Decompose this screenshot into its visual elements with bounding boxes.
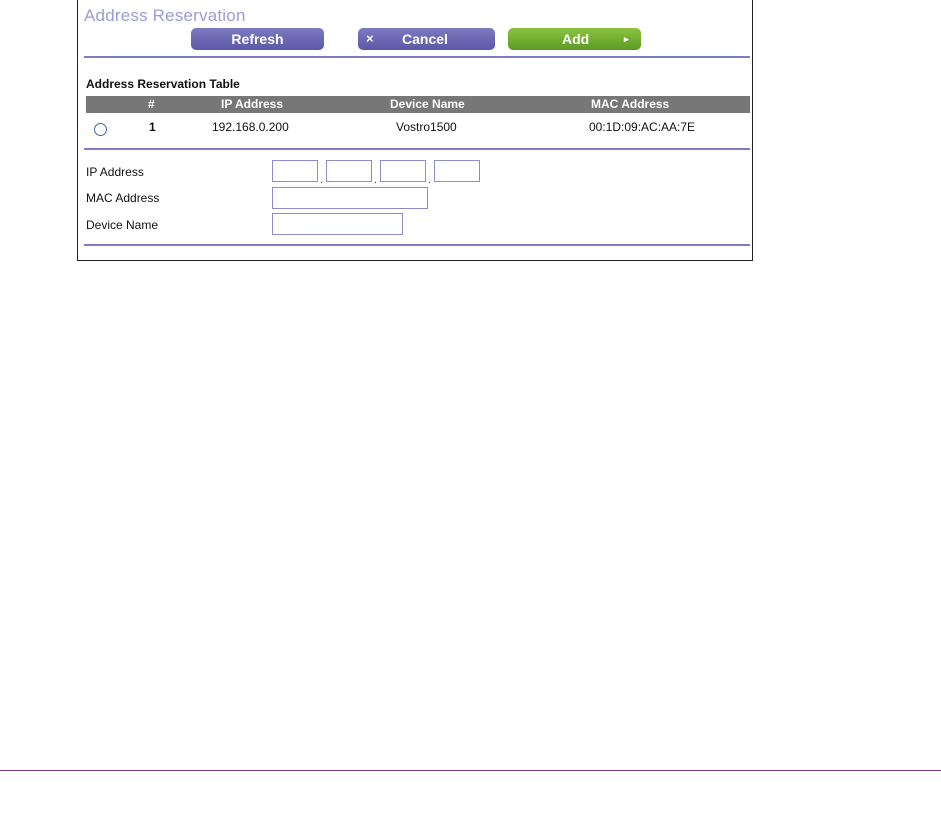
divider-top	[84, 56, 750, 58]
ip-separator: .	[374, 174, 378, 186]
row-ip: 192.168.0.200	[212, 120, 289, 134]
device-name-input[interactable]	[272, 213, 403, 235]
ip-address-label: IP Address	[86, 165, 144, 179]
add-button-label: Add	[562, 31, 590, 47]
divider-middle	[84, 148, 750, 150]
column-header-device: Device Name	[390, 97, 465, 111]
column-header-num: #	[148, 97, 155, 111]
row-num: 1	[149, 120, 156, 134]
page-footer-rule	[0, 770, 941, 771]
ip-octet-4-input[interactable]	[434, 160, 480, 182]
row-select-radio[interactable]	[94, 123, 107, 136]
address-reservation-panel	[77, 0, 753, 261]
close-icon: ×	[366, 31, 374, 46]
ip-octet-2-input[interactable]	[326, 160, 372, 182]
refresh-button[interactable]	[191, 28, 324, 50]
ip-separator: .	[428, 174, 432, 186]
column-header-mac: MAC Address	[591, 97, 670, 111]
table-header	[86, 96, 750, 113]
ip-separator: .	[320, 174, 324, 186]
page-title: Address Reservation	[84, 6, 246, 25]
mac-address-label: MAC Address	[86, 191, 160, 205]
mac-address-input[interactable]	[272, 187, 428, 209]
ip-octet-3-input[interactable]	[380, 160, 426, 182]
divider-bottom	[84, 244, 750, 246]
cancel-button[interactable]	[358, 28, 495, 50]
refresh-button-label: Refresh	[231, 31, 284, 47]
column-header-ip: IP Address	[221, 97, 284, 111]
ip-octet-1-input[interactable]	[272, 160, 318, 182]
table-title: Address Reservation Table	[86, 77, 240, 91]
row-device-name: Vostro1500	[396, 120, 457, 134]
arrow-right-icon: ▸	[624, 34, 629, 44]
row-mac: 00:1D:09:AC:AA:7E	[589, 120, 696, 134]
cancel-button-label: Cancel	[402, 31, 448, 47]
add-button[interactable]	[508, 28, 641, 50]
device-name-label: Device Name	[86, 218, 159, 232]
